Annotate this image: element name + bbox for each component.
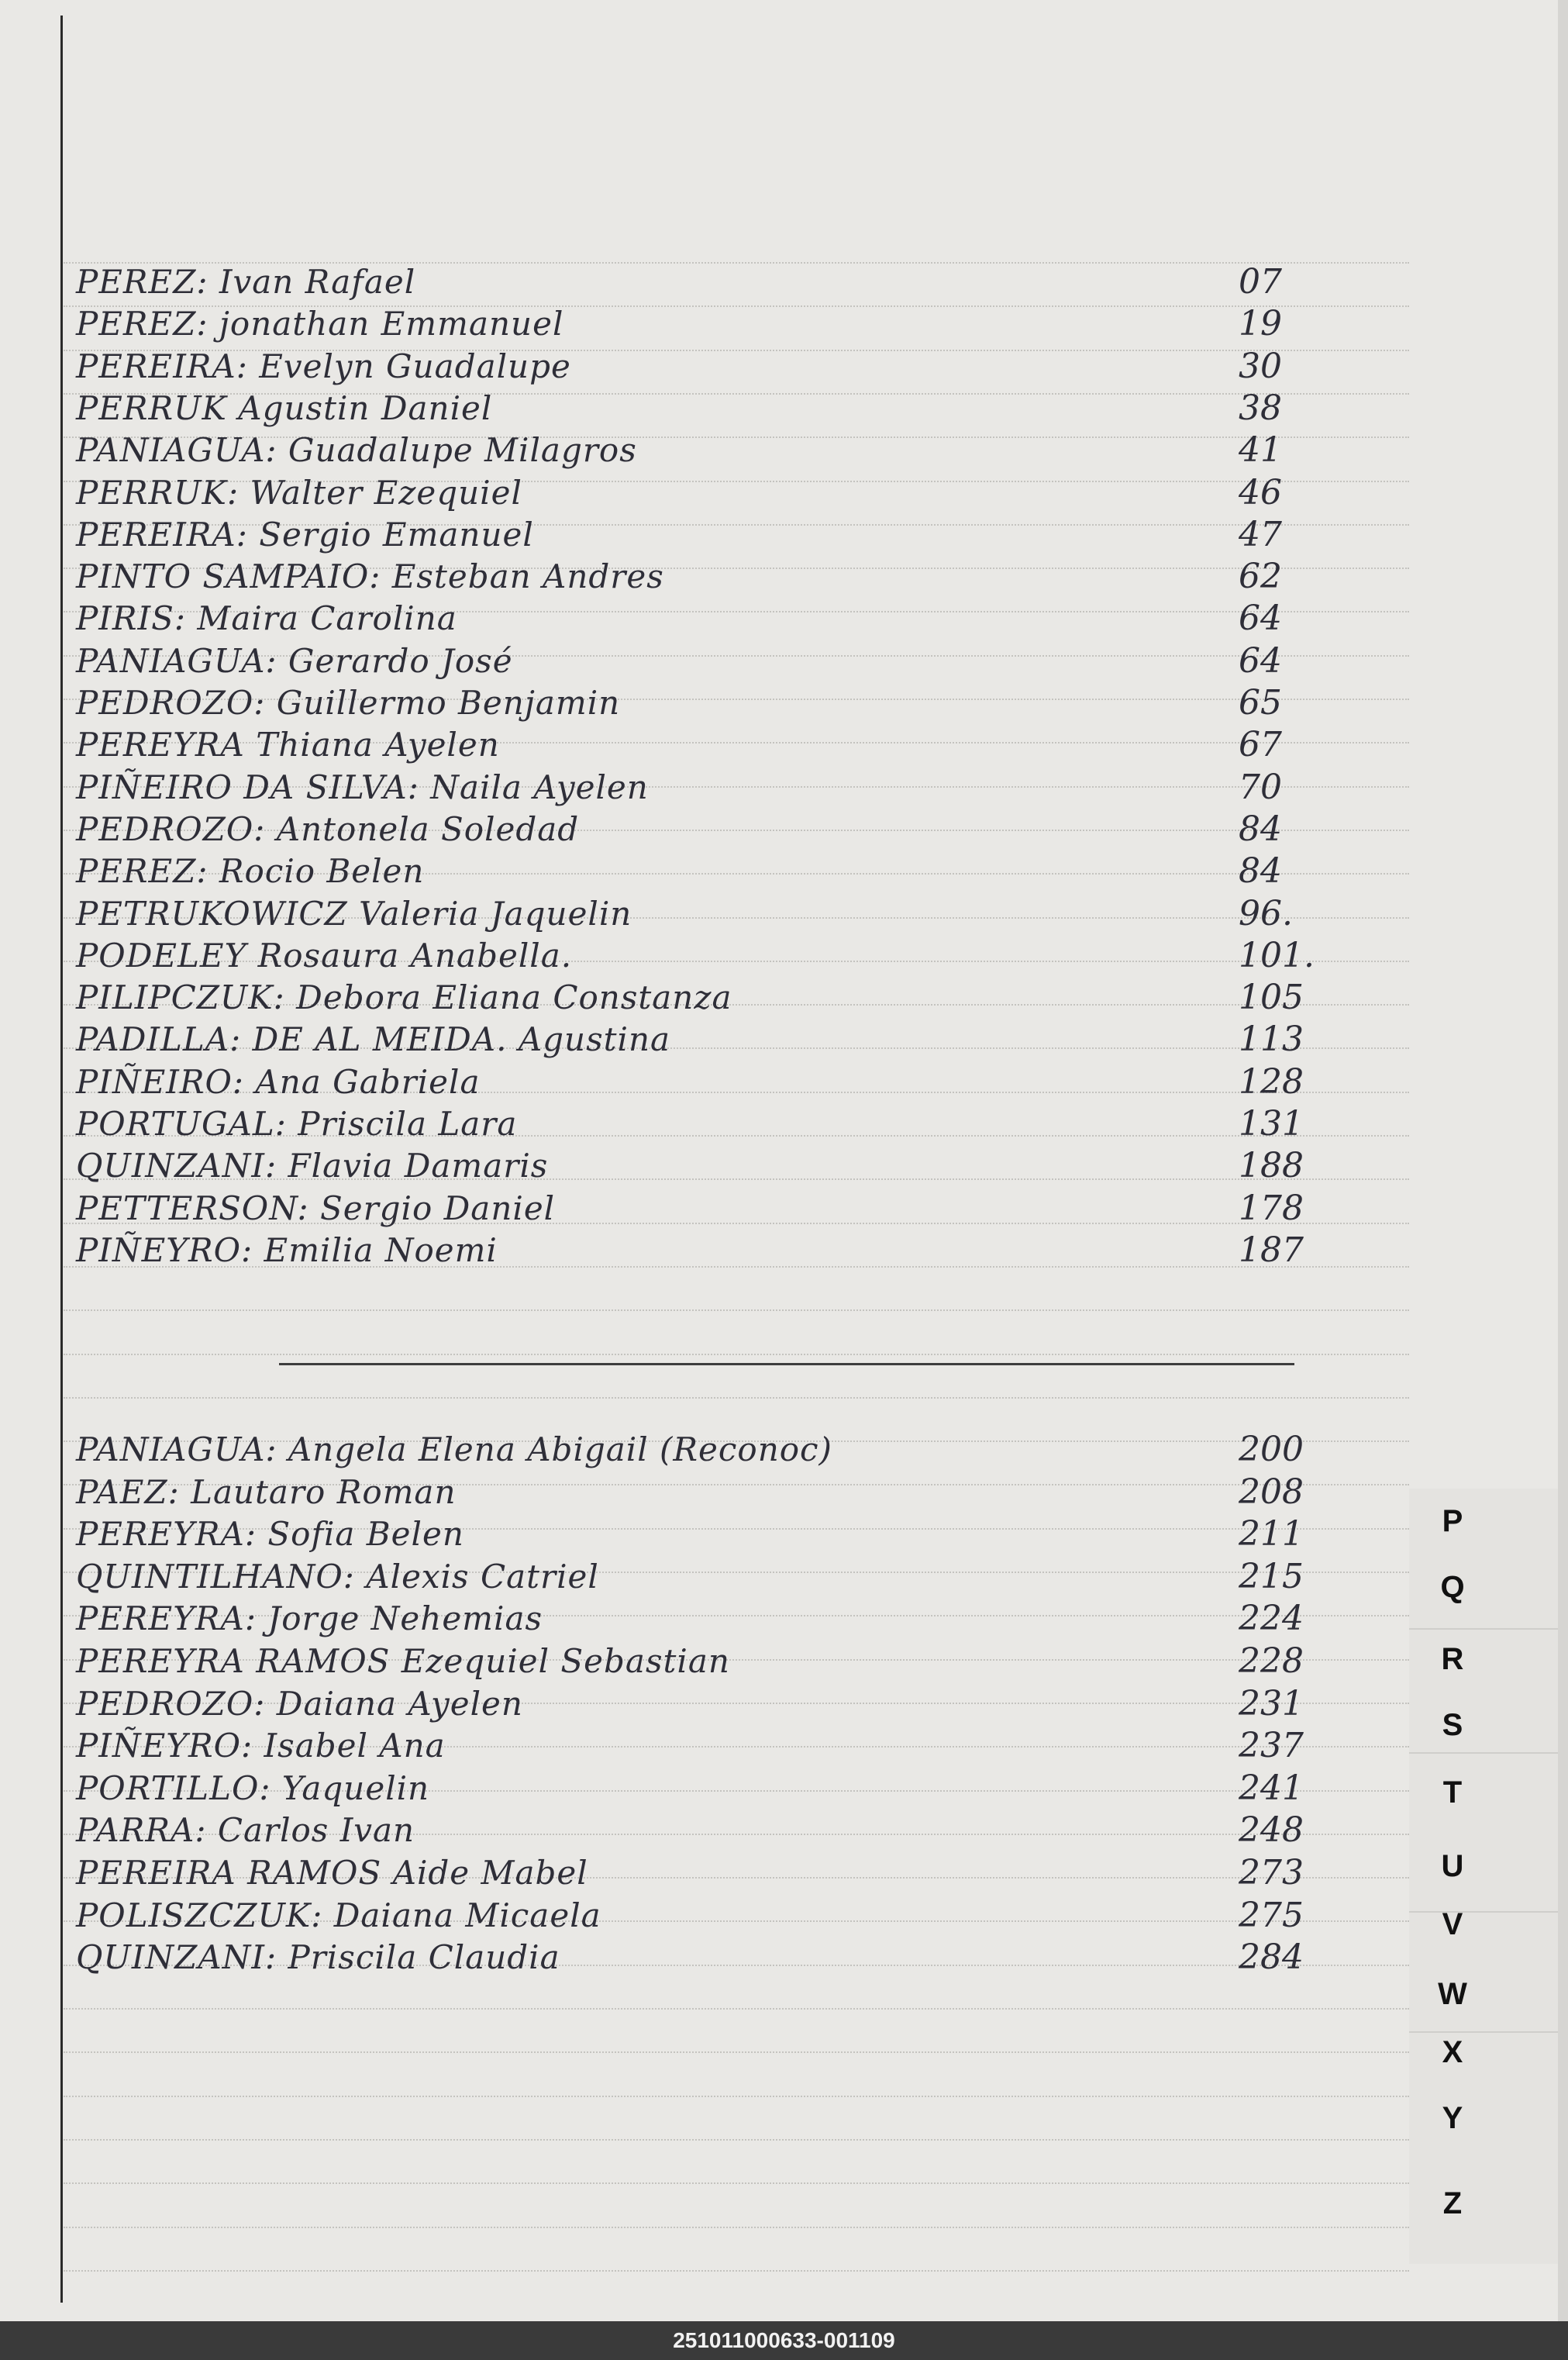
entry-page-number: 84 xyxy=(1239,809,1282,849)
index-entry xyxy=(0,426,1418,471)
entry-name: PETRUKOWICZ Valeria Jaquelin xyxy=(76,895,632,933)
entry-name: PETTERSON: Sergio Daniel xyxy=(76,1189,556,1227)
entry-name: QUINZANI: Priscila Claudia xyxy=(76,1938,560,1976)
ruled-line xyxy=(64,1354,1409,1355)
entry-page-number: 131 xyxy=(1239,1104,1304,1144)
entry-name: PEREIRA: Sergio Emanuel xyxy=(76,516,534,554)
tab-divider xyxy=(1409,1752,1568,1754)
index-entry xyxy=(0,1933,1418,1978)
entry-page-number: 200 xyxy=(1239,1430,1304,1469)
entry-page-number: 211 xyxy=(1239,1514,1304,1554)
index-entry xyxy=(0,1594,1418,1639)
entry-page-number: 231 xyxy=(1239,1684,1304,1723)
entry-name: PEREYRA: Sofia Belen xyxy=(76,1515,464,1553)
entry-name: PILIPCZUK: Debora Eliana Constanza xyxy=(76,978,732,1016)
tab-letter-u[interactable]: U xyxy=(1441,1849,1464,1883)
index-entry xyxy=(0,847,1418,892)
entry-name: PIÑEIRO: Ana Gabriela xyxy=(76,1063,481,1101)
entry-name: PEDROZO: Antonela Soledad xyxy=(76,810,580,848)
entry-name: PERRUK Agustin Daniel xyxy=(76,389,493,427)
entry-name: PEREYRA: Jorge Nehemias xyxy=(76,1599,543,1637)
entry-page-number: 215 xyxy=(1239,1557,1304,1596)
index-entry xyxy=(0,594,1418,639)
index-entry xyxy=(0,1184,1418,1229)
index-entry xyxy=(0,1637,1418,1682)
tab-letter-z[interactable]: Z xyxy=(1442,2186,1463,2220)
entry-page-number: 275 xyxy=(1239,1896,1304,1935)
entry-name: PEREIRA RAMOS Aide Mabel xyxy=(76,1854,588,1892)
entry-name: QUINZANI: Flavia Damaris xyxy=(76,1147,549,1185)
index-entry xyxy=(0,805,1418,850)
index-entry xyxy=(0,1058,1418,1102)
entry-name: PANIAGUA: Angela Elena Abigail (Reconoc) xyxy=(76,1430,832,1468)
scan-id-label: 251011000633-001109 xyxy=(673,2328,895,2352)
entry-name: PARRA: Carlos Ivan xyxy=(76,1811,415,1849)
entry-page-number: 178 xyxy=(1239,1189,1304,1228)
entry-name: PADILLA: DE AL MEIDA. Agustina xyxy=(76,1020,671,1058)
index-entry xyxy=(0,1425,1418,1470)
tab-letter-x[interactable]: X xyxy=(1442,2035,1463,2069)
tab-letter-y[interactable]: Y xyxy=(1442,2101,1463,2135)
index-entry xyxy=(0,1468,1418,1513)
index-entry xyxy=(0,384,1418,429)
index-entry xyxy=(0,552,1418,597)
entry-name: PODELEY Rosaura Anabella. xyxy=(76,937,573,975)
index-entry xyxy=(0,1015,1418,1060)
index-entry xyxy=(0,973,1418,1018)
tab-letter-s[interactable]: S xyxy=(1442,1708,1463,1742)
entry-page-number: 41 xyxy=(1239,430,1282,470)
entry-page-number: 67 xyxy=(1239,725,1282,764)
entry-name: PIÑEYRO: Isabel Ana xyxy=(76,1727,446,1765)
entry-page-number: 30 xyxy=(1239,347,1282,386)
entry-page-number: 07 xyxy=(1239,262,1282,302)
entry-page-number: 47 xyxy=(1239,515,1282,554)
entry-page-number: 96. xyxy=(1239,894,1293,933)
index-entry xyxy=(0,637,1418,681)
entry-name: QUINTILHANO: Alexis Catriel xyxy=(76,1558,599,1596)
ruled-line xyxy=(64,2096,1409,2097)
entry-page-number: 101. xyxy=(1239,936,1315,975)
entry-name: PAEZ: Lautaro Roman xyxy=(76,1473,457,1511)
entry-page-number: 62 xyxy=(1239,557,1282,596)
entry-page-number: 187 xyxy=(1239,1230,1304,1270)
index-entry xyxy=(0,931,1418,976)
entry-name: PEREZ: Rocio Belen xyxy=(76,852,425,890)
entry-page-number: 237 xyxy=(1239,1726,1304,1765)
entry-name: PORTILLO: Yaquelin xyxy=(76,1769,430,1807)
entry-name: PIÑEIRO DA SILVA: Naila Ayelen xyxy=(76,768,649,806)
entry-page-number: 105 xyxy=(1239,978,1304,1017)
entry-page-number: 208 xyxy=(1239,1472,1304,1512)
entry-page-number: 70 xyxy=(1239,768,1282,807)
entry-page-number: 65 xyxy=(1239,683,1282,723)
ruled-line xyxy=(64,2008,1409,2010)
entry-page-number: 84 xyxy=(1239,851,1282,891)
entry-page-number: 64 xyxy=(1239,641,1282,681)
entry-page-number: 64 xyxy=(1239,599,1282,638)
entry-page-number: 19 xyxy=(1239,304,1282,343)
tab-divider xyxy=(1409,1628,1568,1630)
entry-name: PANIAGUA: Gerardo José xyxy=(76,642,513,680)
entry-name: PEREZ: Ivan Rafael xyxy=(76,263,416,301)
index-entry xyxy=(0,1552,1418,1597)
entry-page-number: 224 xyxy=(1239,1599,1304,1638)
entry-name: PANIAGUA: Guadalupe Milagros xyxy=(76,431,637,469)
tab-letter-r[interactable]: R xyxy=(1441,1642,1464,1676)
entry-name: PEDROZO: Daiana Ayelen xyxy=(76,1685,523,1723)
index-entry xyxy=(0,678,1418,723)
index-entry xyxy=(0,468,1418,513)
entry-page-number: 241 xyxy=(1239,1768,1304,1808)
index-entry xyxy=(0,257,1418,302)
index-entry xyxy=(0,1099,1418,1144)
index-entry xyxy=(0,1806,1418,1851)
index-entry xyxy=(0,299,1418,344)
ruled-line xyxy=(64,2270,1409,2272)
entry-page-number: 248 xyxy=(1239,1810,1304,1850)
entry-name: POLISZCZUK: Daiana Micaela xyxy=(76,1896,601,1934)
ruled-line xyxy=(64,2227,1409,2228)
index-entry xyxy=(0,1141,1418,1186)
entry-name: PEDROZO: Guillermo Benjamin xyxy=(76,684,621,722)
entry-page-number: 38 xyxy=(1239,388,1282,428)
entry-name: PEREYRA RAMOS Ezequiel Sebastian xyxy=(76,1642,730,1680)
ruled-line xyxy=(64,2139,1409,2141)
ruled-line xyxy=(64,1397,1409,1399)
index-entry xyxy=(0,510,1418,555)
page-spine xyxy=(1558,0,1568,2321)
section-separator xyxy=(279,1363,1294,1365)
tab-letter-q[interactable]: Q xyxy=(1440,1570,1465,1604)
entry-name: PEREZ: jonathan Emmanuel xyxy=(76,305,564,343)
entry-name: PINTO SAMPAIO: Esteban Andres xyxy=(76,557,664,595)
ruled-line xyxy=(64,2182,1409,2184)
entry-page-number: 228 xyxy=(1239,1641,1304,1681)
entry-name: PIRIS: Maira Carolina xyxy=(76,599,457,637)
entry-name: PEREYRA Thiana Ayelen xyxy=(76,726,500,764)
index-entry xyxy=(0,1226,1418,1271)
entry-name: PORTUGAL: Priscila Lara xyxy=(76,1105,518,1143)
entry-page-number: 128 xyxy=(1239,1062,1304,1102)
tab-letter-w[interactable]: W xyxy=(1438,1977,1467,2011)
ruled-line xyxy=(64,2051,1409,2053)
entry-name: PIÑEYRO: Emilia Noemi xyxy=(76,1231,498,1269)
index-entry xyxy=(0,889,1418,934)
entry-page-number: 188 xyxy=(1239,1146,1304,1185)
index-entry xyxy=(0,1848,1418,1893)
entry-name: PERRUK: Walter Ezequiel xyxy=(76,474,522,512)
index-entry xyxy=(0,763,1418,808)
entry-page-number: 113 xyxy=(1239,1020,1304,1059)
index-entry xyxy=(0,1764,1418,1809)
tab-letter-t[interactable]: T xyxy=(1442,1775,1463,1810)
entry-page-number: 273 xyxy=(1239,1853,1304,1892)
ruled-line xyxy=(64,1309,1409,1311)
entry-name: PEREIRA: Evelyn Guadalupe xyxy=(76,347,571,385)
index-entry xyxy=(0,1679,1418,1724)
entry-page-number: 284 xyxy=(1239,1937,1304,1977)
entry-page-number: 46 xyxy=(1239,473,1282,512)
index-entry xyxy=(0,1891,1418,1936)
index-entry xyxy=(0,342,1418,387)
tab-divider xyxy=(1409,2031,1568,2033)
index-entry xyxy=(0,1510,1418,1554)
index-entry xyxy=(0,1721,1418,1766)
tab-letter-p[interactable]: P xyxy=(1442,1504,1463,1538)
tab-letter-v[interactable]: V xyxy=(1442,1907,1463,1941)
index-entry xyxy=(0,720,1418,765)
